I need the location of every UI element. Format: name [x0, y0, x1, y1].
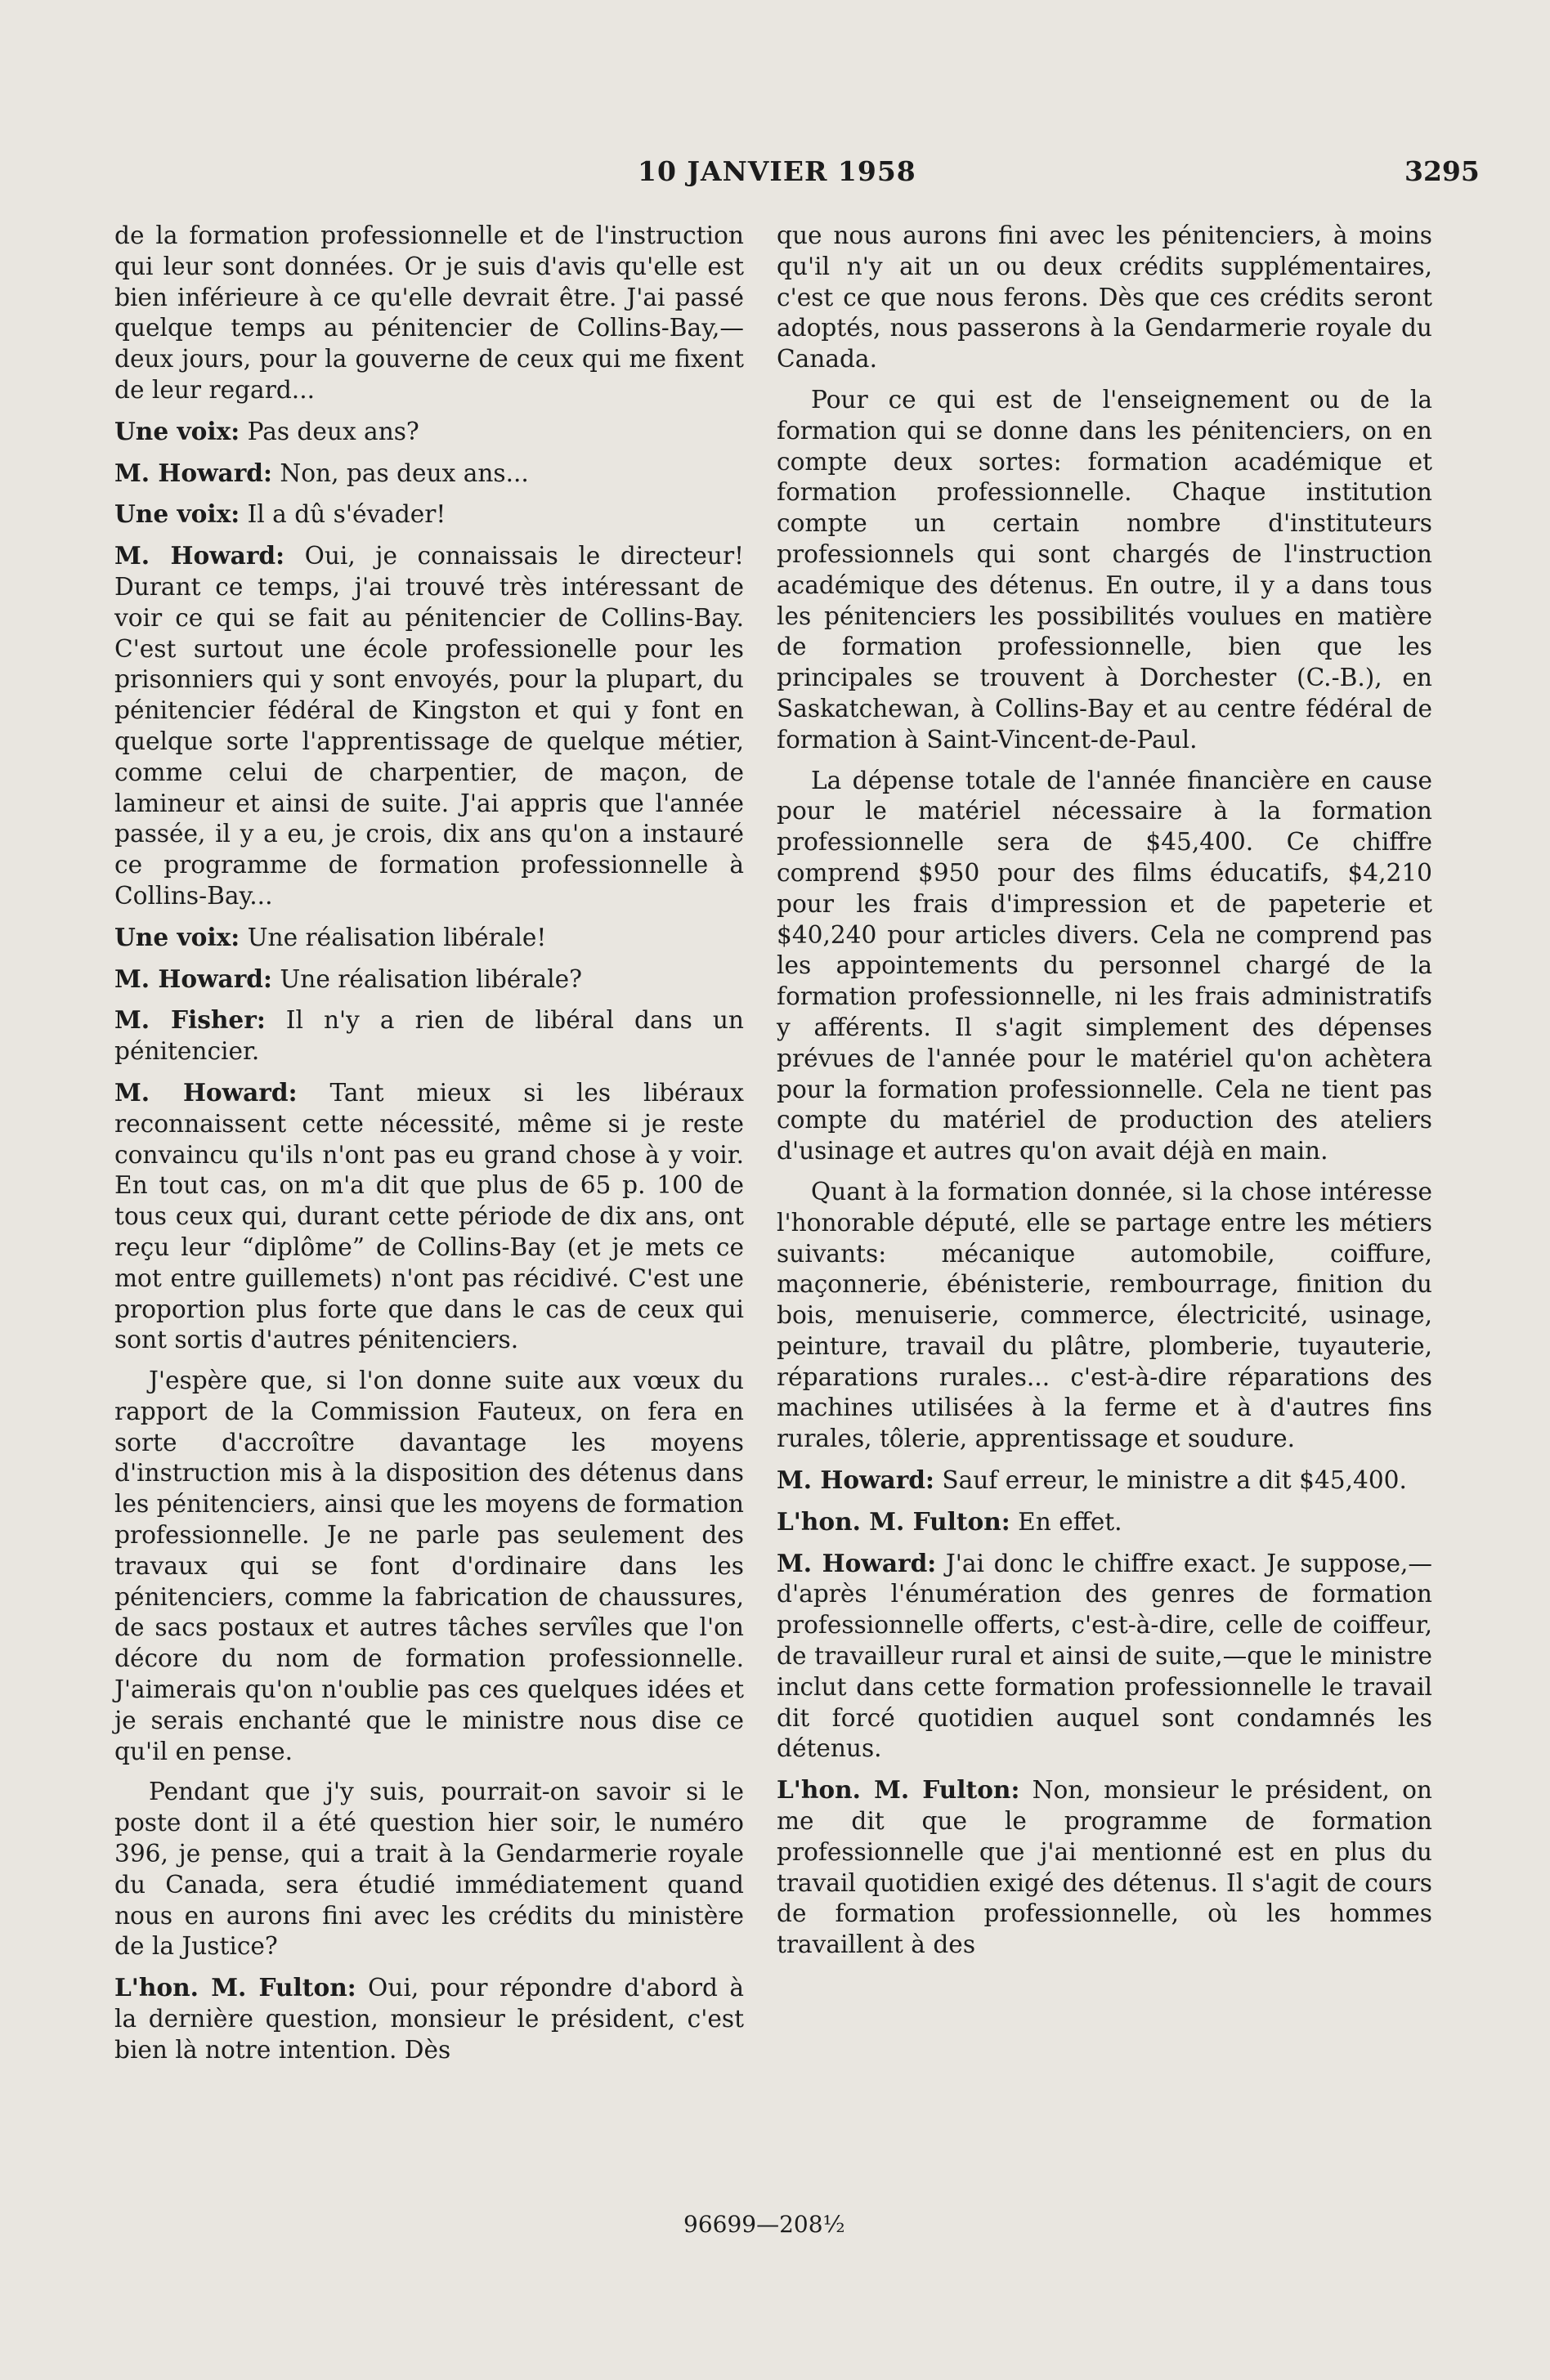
speech-text: Non, pas deux ans...: [271, 459, 529, 487]
printer-code: 96699—208½: [683, 2211, 845, 2238]
speaker-name: L'hon. M. Fulton:: [777, 1775, 1020, 1805]
speaker-name: M. Howard:: [777, 1548, 937, 1577]
speech-paragraph: [114, 540, 744, 912]
continued-paragraph: que nous aurons fini avec les pénitenciers, à moins qu'il n'y ait un ou deux crédits supplémentaires, c'est ce que nous ferons. Dès que ces crédits seront adoptés, nous passerons à la Gendarmerie royale du Canada.: [777, 221, 1432, 374]
speech-paragraph: [114, 1077, 744, 1356]
speaker-name: Une voix:: [114, 499, 240, 529]
continued-paragraph: de la formation professionnelle et de l'instruction qui leur sont données. Or je suis d'avis qu'elle est bien inférieure à ce qu'elle devrait être. J'ai passé quelque temps au pénitencier de Collins-Bay,—deux jours, pour la gouverne de ceux qui me fixent de leur regard...: [114, 221, 744, 404]
paragraph: La dépense totale de l'année financière en cause pour le matériel nécessaire à la formation professionnelle sera de $45,400. Ce chiffre comprend $950 pour des films éducatifs, $4,210 pour les frais d'impression et de papeterie et $40,240 pour articles divers. Cela ne comprend pas les appointements du personnel chargé de la formation professionnelle, ni les frais administratifs y afférents. Il s'agit simplement des dépenses prévues de l'année pour le matériel qu'on achètera pour la formation professionnelle. Cela ne tient pas compte du matériel de production des ateliers d'usinage et autres qu'on avait déjà en main.: [777, 766, 1432, 1165]
speaker-name: M. Fisher:: [114, 1005, 266, 1035]
speech-text: En effet.: [1010, 1507, 1122, 1536]
page-number: 3295: [1404, 155, 1480, 187]
speaker-name: L'hon. M. Fulton:: [114, 1973, 356, 2002]
right-column: [777, 221, 1432, 1971]
speech-text: Une réalisation libérale?: [271, 964, 582, 993]
speech-paragraph: [114, 922, 744, 954]
speaker-name: M. Howard:: [114, 1077, 298, 1107]
speaker-name: L'hon. M. Fulton:: [777, 1506, 1010, 1536]
paragraph: J'espère que, si l'on donne suite aux vœux du rapport de la Commission Fauteux, on fera en sorte d'accroître davantage les moyens d'instruction mis à la disposition des détenus dans les pénitenciers, ainsi que les moyens de formation professionnelle. Je ne parle pas seulement des travaux qui se font d'ordinaire dans les pénitenciers, comme la fabrication de chaussures, de sacs postaux et autres tâches servîles que l'on décore du nom de formation professionnelle. J'aimerais qu'on n'oublie pas ces quelques idées et je serais enchanté que le ministre nous dise ce qu'il en pense.: [114, 1367, 744, 1765]
speaker-name: M. Howard:: [777, 1465, 934, 1495]
speech-paragraph: [777, 1465, 1432, 1496]
speech-paragraph: [777, 1548, 1432, 1765]
speech-text: Tant mieux si les libéraux reconnaissent cette nécessité, même si je reste convaincu qu'ils n'ont pas eu grand chose à y voir. En tout cas, on m'a dit que plus de 65 p. 100 de tous ceux qui, durant cette période de dix ans, ont reçu leur “diplôme” de Collins-Bay (et je mets ce mot entre guillemets) n'ont pas récidivé. C'est une proportion plus forte que dans le cas de ceux qui sont sortis d'autres pénitenciers.: [114, 1078, 744, 1354]
speaker-name: M. Howard:: [114, 964, 272, 993]
speech-text: J'ai donc le chiffre exact. Je suppose,—d'après l'énumération des genres de formation professionnelle offerts, c'est-à-dire, celle de coiffeur, de travailleur rural et ainsi de suite,—que le ministre inclut dans cette formation professionnelle le travail dit forcé quotidien auquel sont condamnés les détenus.: [777, 1549, 1432, 1763]
paragraph: Pour ce qui est de l'enseignement ou de la formation qui se donne dans les pénitenciers, on en compte deux sortes: formation académique et formation professionnelle. Chaque institution compte un certain nombre d'instituteurs professionnels qui sont chargés de l'instruction académique des détenus. En outre, il y a dans tous les pénitenciers les possibilités voulues en matière de formation professionnelle, bien que les principales se trouvent à Dorchester (C.-B.), en Saskatchewan, à Collins-Bay et au centre fédéral de formation à Saint-Vincent-de-Paul.: [777, 385, 1432, 754]
speech-paragraph: [114, 458, 744, 490]
paragraph: Quant à la formation donnée, si la chose intéresse l'honorable député, elle se partage entre les métiers suivants: mécanique automobile, coiffure, maçonnerie, ébénisterie, rembourrage, finition du bois, menuiserie, commerce, électricité, usinage, peinture, travail du plâtre, plomberie, tuyauterie, réparations rurales... c'est-à-dire réparations des machines utilisées à la ferme et à d'autres fins rurales, tôlerie, apprentissage et soudure.: [777, 1177, 1432, 1453]
speech-text: Pas deux ans?: [240, 417, 419, 445]
speech-text: Oui, pour répondre d'abord à la dernière question, monsieur le président, c'est bien là notre intention. Dès: [114, 1974, 744, 2064]
speech-text: Oui, je connaissais le directeur! Durant ce temps, j'ai trouvé très intéressant de voir ce qui se fait au pénitencier de Collins-Bay. C'est surtout une école professionelle pour les prisonniers qui y sont envoyés, pour la plupart, du pénitencier fédéral de Kingston et qui y font en quelque sorte l'apprentissage de quelque métier, comme celui de charpentier, de maçon, de lamineur et ainsi de suite. J'ai appris que l'année passée, il y a eu, je crois, dix ans qu'on a instauré ce programme de formation professionnelle à Collins-Bay...: [114, 542, 744, 910]
speech-text: Non, monsieur le président, on me dit que le programme de formation professionnelle que j'ai mentionné est en plus du travail quotidien exigé des détenus. Il s'agit de cours de formation professionnelle, où les hommes travaillent à des: [777, 1776, 1432, 1959]
speech-text: Sauf erreur, le ministre a dit $45,400.: [934, 1466, 1407, 1495]
speaker-name: Une voix:: [114, 922, 240, 951]
speech-paragraph: [114, 1972, 744, 2065]
page-date: 10 JANVIER 1958: [638, 155, 916, 187]
speech-paragraph: [114, 499, 744, 530]
speech-paragraph: [777, 1506, 1432, 1538]
speech-paragraph: [114, 1004, 744, 1067]
left-column: [114, 221, 744, 2076]
speech-text: Une réalisation libérale!: [240, 923, 547, 951]
speaker-name: Une voix:: [114, 416, 240, 445]
speech-paragraph: [114, 416, 744, 448]
speaker-name: M. Howard:: [114, 541, 285, 570]
speech-text: Il a dû s'évader!: [240, 500, 446, 529]
speech-text: Il n'y a rien de libéral dans un pénitencier.: [114, 1006, 744, 1066]
speech-paragraph: [777, 1774, 1432, 1961]
paragraph: Pendant que j'y suis, pourrait-on savoir si le poste dont il a été question hier soir, le numéro 396, je pense, qui a trait à la Gendarmerie royale du Canada, sera étudié immédiatement quand nous en aurons fini avec les crédits du ministère de la Justice?: [114, 1778, 744, 1961]
speaker-name: M. Howard:: [114, 458, 272, 487]
speech-paragraph: [114, 964, 744, 995]
